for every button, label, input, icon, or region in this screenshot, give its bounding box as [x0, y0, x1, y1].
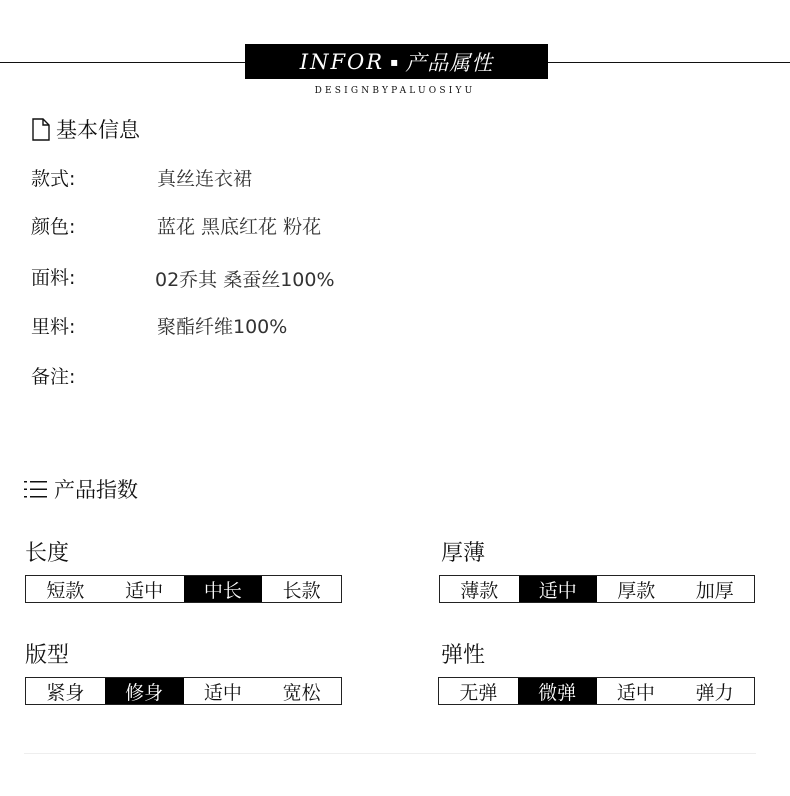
metric-fit-label: 版型	[25, 643, 70, 668]
scale-option: 中长	[184, 576, 263, 602]
info-label: 面料:	[31, 267, 76, 289]
basic-info-heading	[32, 114, 140, 144]
basic-info-title: 基本信息	[56, 118, 140, 142]
scale-option: 紧身	[46, 681, 85, 704]
banner-cn: 产品属性	[405, 50, 494, 75]
list-icon	[24, 479, 48, 499]
section-banner	[245, 44, 548, 79]
scale-option: 适中	[203, 681, 242, 704]
scale-option: 适中	[519, 576, 598, 602]
metric-length-label: 长度	[25, 541, 70, 566]
indices-heading	[24, 474, 138, 504]
header-rule-left	[0, 62, 245, 63]
header-rule-right	[548, 62, 790, 63]
section-divider	[24, 753, 756, 754]
metric-thickness-scale	[439, 575, 755, 603]
info-value: 蓝花 黑底红花 粉花	[157, 216, 322, 238]
info-value: 真丝连衣裙	[157, 168, 253, 190]
banner-separator: ▪	[390, 54, 400, 69]
scale-option: 适中	[125, 579, 164, 602]
scale-option: 加厚	[695, 579, 734, 602]
info-row-color	[31, 212, 322, 239]
scale-option: 薄款	[460, 579, 499, 602]
info-value: 02乔其 桑蚕丝100%	[155, 269, 335, 291]
info-value: 聚酯纤维100%	[157, 316, 288, 338]
metric-elasticity-scale	[438, 677, 755, 705]
info-row-lining	[31, 312, 288, 339]
info-label: 款式:	[31, 168, 76, 190]
info-label: 里料:	[31, 316, 76, 338]
scale-option: 修身	[105, 678, 184, 704]
scale-option: 短款	[46, 579, 85, 602]
metric-thickness-label: 厚薄	[441, 541, 486, 566]
info-row-notes	[31, 362, 75, 389]
info-label: 颜色:	[31, 216, 76, 238]
scale-option: 长款	[282, 579, 321, 602]
info-row-style	[31, 164, 253, 191]
scale-option: 宽松	[282, 681, 321, 704]
scale-option: 适中	[616, 681, 655, 704]
info-row-fabric	[31, 263, 335, 291]
scale-option: 厚款	[617, 579, 656, 602]
metric-elasticity-label: 弹性	[441, 643, 486, 668]
indices-title: 产品指数	[54, 478, 138, 502]
metric-length-scale	[25, 575, 342, 603]
scale-option: 微弹	[518, 678, 597, 704]
metric-fit-scale	[25, 677, 342, 705]
banner-subtitle: DESIGNBYPALUOSIYU	[314, 86, 476, 96]
scale-option: 无弹	[459, 681, 498, 704]
scale-option: 弹力	[695, 681, 734, 704]
document-icon	[32, 118, 50, 141]
info-label: 备注:	[31, 366, 76, 388]
banner-en: INFOR	[299, 49, 385, 74]
